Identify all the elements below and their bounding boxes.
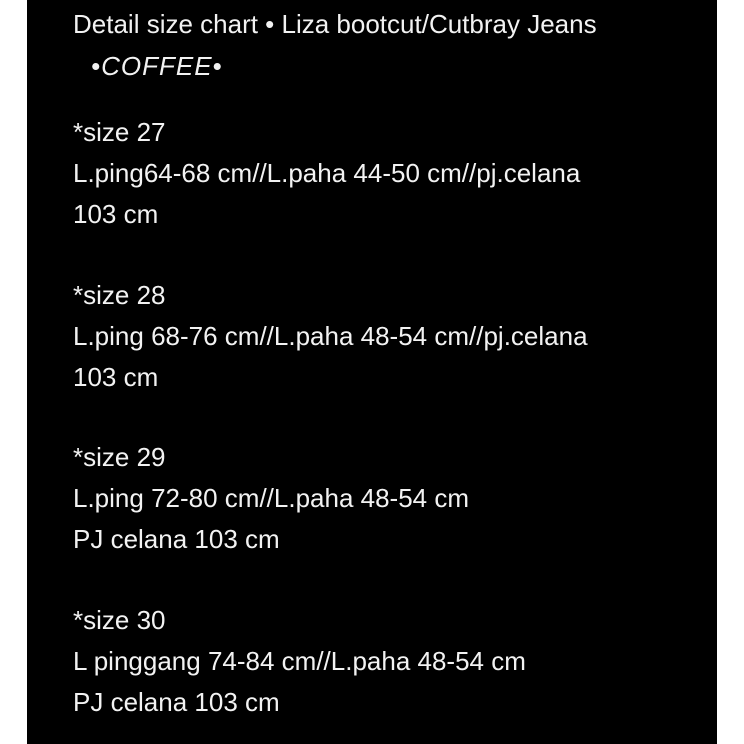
size-27-length: 103 cm (73, 199, 159, 229)
chart-title: Detail size chart • Liza bootcut/Cutbray Jeans (73, 9, 597, 39)
size-30-label: *size 30 (73, 605, 166, 635)
screenshot-background (27, 0, 717, 744)
size-29-label: *size 29 (73, 442, 166, 472)
color-tag: •COFFEE• (91, 51, 223, 81)
size-28-measurements: L.ping 68-76 cm//L.paha 48-54 cm//pj.celana (73, 321, 588, 351)
size-30-measurements: L pinggang 74-84 cm//L.paha 48-54 cm (73, 646, 526, 676)
size-30-length: PJ celana 103 cm (73, 687, 280, 717)
size-27-measurements: L.ping64-68 cm//L.paha 44-50 cm//pj.celana (73, 158, 581, 188)
size-27-label: *size 27 (73, 117, 166, 147)
size-29-length: PJ celana 103 cm (73, 524, 280, 554)
size-29-measurements: L.ping 72-80 cm//L.paha 48-54 cm (73, 483, 470, 513)
size-28-label: *size 28 (73, 280, 166, 310)
size-28-length: 103 cm (73, 362, 159, 392)
